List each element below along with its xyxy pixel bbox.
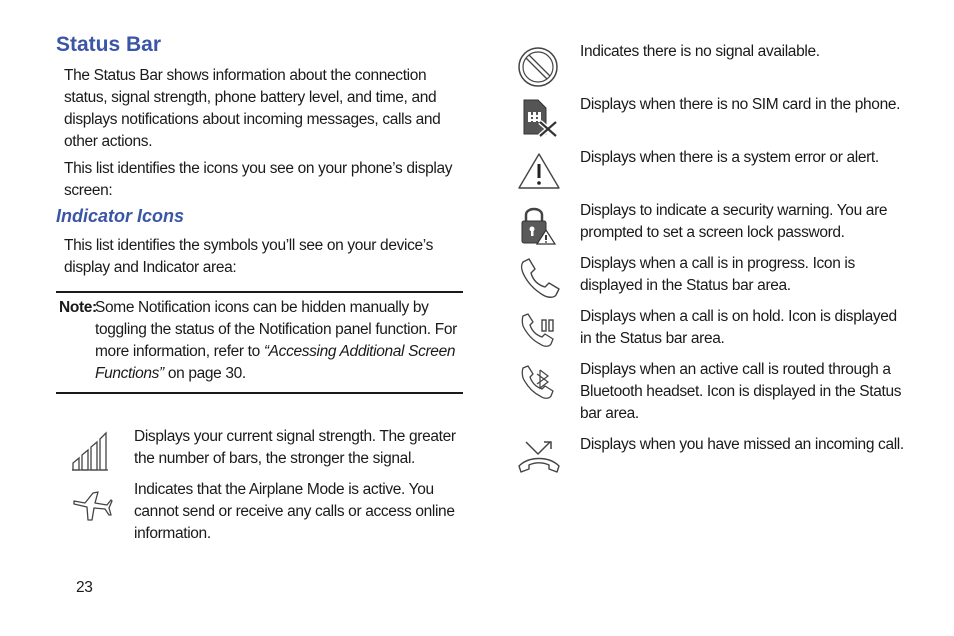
note-top-rule: [56, 291, 463, 293]
call-in-progress-icon: [518, 256, 562, 300]
signal-strength-icon: [70, 430, 114, 472]
bluetooth-call-desc: Displays when an active call is routed through a Bluetooth headset. Icon is displayed in the Status bar area.: [580, 361, 902, 422]
call-on-hold-icon: [520, 311, 564, 353]
note-text: [95, 297, 465, 385]
intro-paragraph-3: This list identifies the symbols you’ll see on your device’s display and Indicator area:: [64, 237, 433, 276]
intro-paragraph-1: The Status Bar shows information about the connection status, signal strength, phone battery level, and time, and displays notifications about incoming messages, calls and other actions.: [64, 67, 441, 150]
no-sim-desc: Displays when there is no SIM card in the phone.: [580, 96, 901, 113]
airplane-mode-desc: Indicates that the Airplane Mode is active. You cannot send or receive any calls or access online information.: [134, 481, 455, 542]
note-link[interactable]: “Accessing Additional Screen Functions”: [95, 343, 456, 382]
no-signal-desc: Indicates there is no signal available.: [580, 43, 820, 60]
section-title: Status Bar: [56, 33, 162, 56]
bluetooth-call-icon: [520, 363, 564, 405]
note-bottom-rule: [56, 392, 463, 394]
note-text-rest: toggling the status of the Notification panel function. For more information, refer to: [95, 321, 457, 360]
system-alert-desc: Displays when there is a system error or alert.: [580, 149, 879, 166]
call-in-progress-desc: Displays when a call is in progress. Icon is displayed in the Status bar area.: [580, 255, 855, 294]
page-number: 23: [76, 579, 93, 596]
no-signal-icon: [516, 45, 560, 89]
call-on-hold-desc: Displays when a call is on hold. Icon is displayed in the Status bar area.: [580, 308, 897, 347]
signal-strength-desc: Displays your current signal strength. The greater the number of bars, the stronger the signal.: [134, 428, 456, 467]
subsection-title: Indicator Icons: [56, 206, 185, 226]
security-warning-desc: Displays to indicate a security warning. You are prompted to set a screen lock password.: [580, 202, 888, 241]
security-warning-icon: [518, 204, 558, 246]
airplane-mode-icon: [71, 487, 113, 523]
note-text-line1: Some Notification icons can be hidden manually by: [95, 299, 429, 316]
missed-call-icon: [516, 438, 562, 476]
no-sim-icon: [520, 98, 560, 138]
note-label: Note:: [59, 299, 97, 316]
note-text-after: on page 30.: [163, 365, 246, 382]
missed-call-desc: Displays when you have missed an incoming call.: [580, 436, 904, 453]
system-alert-icon: [516, 151, 562, 191]
intro-paragraph-2: This list identifies the icons you see on your phone’s display screen:: [64, 160, 453, 199]
